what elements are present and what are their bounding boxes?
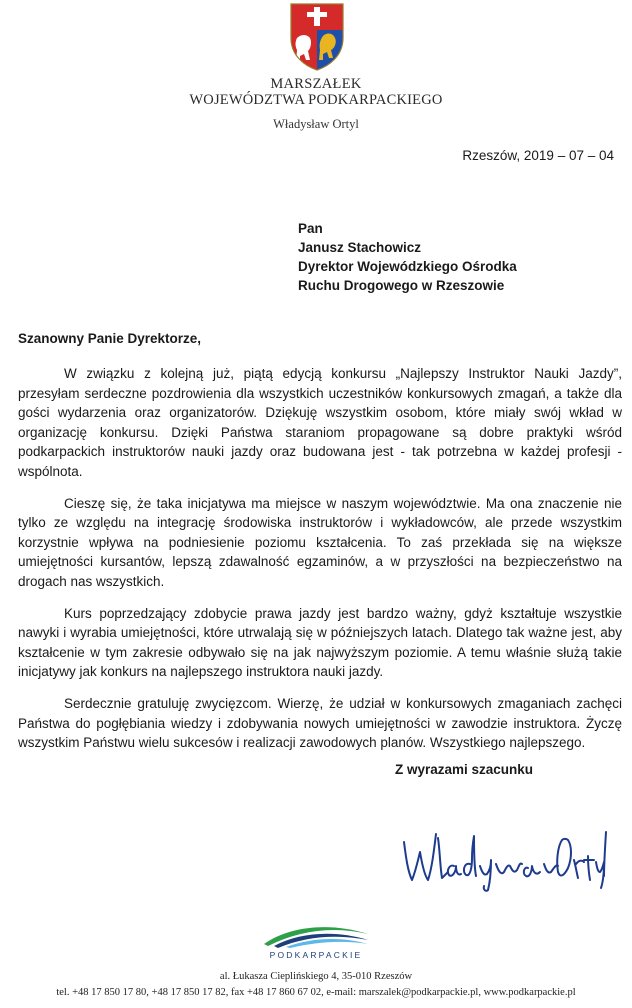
paragraph: Serdecznie gratuluję zwycięzcom. Wierzę, że udział w konkursowych zmaganiach zachęci Państwa do pogłębiania wiedzy i zdobywania nowych umiejętności w zawodzie instruktora. Życzę wszystkim Państwu wielu sukcesów i realizacji zawodowych planów. Wszystkiego najlepszego. <box>18 695 622 751</box>
paragraph: Cieszę się, że taka inicjatywa ma miejsce w naszym województwie. Ma ona znaczenie nie tylko ze względu na integrację środowiska instruktorów i wykładowców, ale przede wszystkim korzystnie wpływa na podniesienie poziomu kształcenia. To zaś przekłada się na większe umiejętności kursantów, lepszą zdawalność egzaminów, a w przyszłości na bezpieczeństwo na drogach nas wszystkich. <box>18 495 622 589</box>
footer-address: al. Łukasza Cieplińskiego 4, 35-010 Rzeszów <box>219 971 413 982</box>
org-title-line1: MARSZAŁEK <box>270 76 362 92</box>
footer-brand: PODKARPACKIE <box>269 950 363 960</box>
coat-of-arms-icon <box>289 2 345 72</box>
letter-date: Rzeszów, 2019 – 07 – 04 <box>462 148 614 163</box>
addressee-title: Pan <box>298 221 323 236</box>
signature-icon <box>398 820 608 894</box>
org-title-line2: WOJEWÓDZTWA PODKARPACKIEGO <box>189 92 443 108</box>
letter-body <box>18 364 622 765</box>
footer-contact: tel. +48 17 850 17 80, +48 17 850 17 82, fax +48 17 860 67 02, e-mail: marszalek@podkarpackie.pl, www.podkarpackie.pl <box>56 987 576 998</box>
paragraph: W związku z kolejną już, piątą edycją konkursu „Najlepszy Instruktor Nauki Jazdy”, przesyłam serdeczne pozdrowienia dla wszystkich uczestników konkursowych zmagań, a także dla gości wydarzenia oraz organizatorów. Dziękuję wszystkim osobom, które miały swój wkład w organizację konkursu. Dzięki Państwa staraniom propagowane są dobre praktyki wśród podkarpackich instruktorów nauki jazdy oraz budowana jest - tak potrzebna w każdej profesji - wspólnota. <box>18 366 622 479</box>
closing-phrase: Z wyrazami szacunku <box>395 762 534 777</box>
addressee-block <box>298 219 517 295</box>
salutation: Szanowny Panie Dyrektorze, <box>18 331 202 346</box>
addressee-name: Janusz Stachowicz <box>298 240 422 255</box>
paragraph: Kurs poprzedzający zdobycie prawa jazdy jest bardzo ważny, gdyż kształtuje wszystkie nawyki i wyrabia umiejętności, które utrwalają się w późniejszych latach. Dlatego tak ważne jest, aby kształcenie w tym zakresie odbywało się na jak najwyższym poziomie. A temu właśnie służą takie inicjatywy jak konkurs na najlepszego instruktora nauki jazdy. <box>18 605 622 680</box>
addressee-position: Dyrektor Wojewódzkiego Ośrodka <box>298 259 517 274</box>
addressee-institution: Ruchu Drogowego w Rzeszowie <box>298 278 505 293</box>
podkarpackie-logo-icon <box>260 920 372 948</box>
official-name: Władysław Ortyl <box>273 117 359 131</box>
